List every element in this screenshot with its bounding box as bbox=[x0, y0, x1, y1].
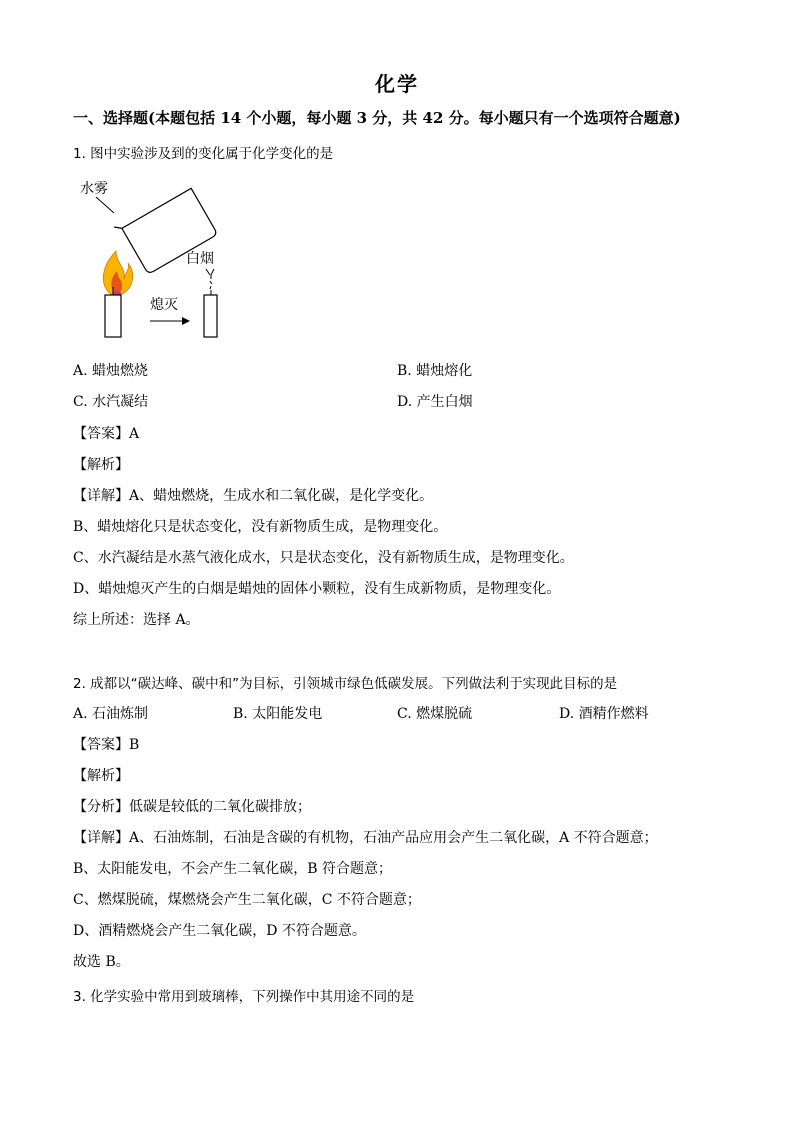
q2-detail-line: D、酒精燃烧会产生二氧化碳，D 不符合题意。 bbox=[73, 923, 366, 939]
q1-detail-line: D、蜡烛熄灭产生的白烟是蜡烛的固体小颗粒，没有生成新物质，是物理变化。 bbox=[73, 581, 561, 597]
q2-fenxi: 【分析】低碳是较低的二氧化碳排放； bbox=[73, 799, 311, 815]
q1-option-b: B. 蜡烛熔化 bbox=[397, 363, 473, 379]
flame-icon bbox=[103, 251, 132, 296]
q2-option-d: D. 酒精作燃料 bbox=[559, 706, 649, 722]
q1-answer: 【答案】A bbox=[73, 426, 140, 442]
question-1-stem: 1. 图中实验涉及到的变化属于化学变化的是 bbox=[73, 146, 334, 162]
q2-detail-line: B、太阳能发电，不会产生二氧化碳，B 符合题意； bbox=[73, 861, 393, 877]
q2-detail-line: 【详解】A、石油炼制，石油是含碳的有机物，石油产品应用会产生二氧化碳，A 不符合题意； bbox=[73, 830, 658, 846]
candle-icon bbox=[105, 295, 121, 337]
smoke-label: 白烟 bbox=[186, 251, 214, 267]
question-3-stem: 3. 化学实验中常用到玻璃棒，下列操作中其用途不同的是 bbox=[73, 989, 415, 1005]
q2-analysis-heading: 【解析】 bbox=[73, 768, 129, 784]
q1-analysis-heading: 【解析】 bbox=[73, 457, 129, 473]
q2-option-c: C. 燃煤脱硫 bbox=[397, 706, 473, 722]
q2-option-a: A. 石油炼制 bbox=[73, 706, 149, 722]
q1-detail-line: 【详解】A、蜡烛燃烧，生成水和二氧化碳，是化学变化。 bbox=[73, 488, 434, 504]
q2-conclusion: 故选 B。 bbox=[73, 954, 130, 970]
extinguish-label: 熄灭 bbox=[150, 297, 178, 313]
q2-detail-line: C、燃煤脱硫，煤燃烧会产生二氧化碳，C 不符合题意； bbox=[73, 892, 421, 908]
q1-option-c: C. 水汽凝结 bbox=[73, 394, 149, 410]
page-title: 化学 bbox=[375, 72, 419, 96]
q1-conclusion: 综上所述：选择 A。 bbox=[73, 612, 200, 628]
q1-option-d: D. 产生白烟 bbox=[397, 394, 473, 410]
extinguished-candle-icon bbox=[204, 295, 217, 337]
smoke-icon bbox=[206, 269, 214, 289]
q2-answer: 【答案】B bbox=[73, 737, 140, 753]
q1-detail-line: C、水汽凝结是水蒸气液化成水，只是状态变化，没有新物质生成，是物理变化。 bbox=[73, 550, 574, 566]
question-2-stem: 2. 成都以“碳达峰、碳中和”为目标，引领城市绿色低碳发展。下列做法利于实现此目标的是 bbox=[73, 676, 618, 692]
q1-detail-line: B、蜡烛熔化只是状态变化，没有新物质生成，是物理变化。 bbox=[73, 519, 448, 535]
section-heading: 一、选择题(本题包括 14 个小题，每小题 3 分，共 42 分。每小题只有一个选项符合题意) bbox=[73, 109, 681, 127]
q1-option-a: A. 蜡烛燃烧 bbox=[73, 363, 149, 379]
arrow-right-icon bbox=[182, 317, 190, 325]
q2-option-b: B. 太阳能发电 bbox=[233, 706, 323, 722]
candle-experiment-figure bbox=[74, 175, 244, 340]
mist-label: 水雾 bbox=[80, 181, 108, 197]
